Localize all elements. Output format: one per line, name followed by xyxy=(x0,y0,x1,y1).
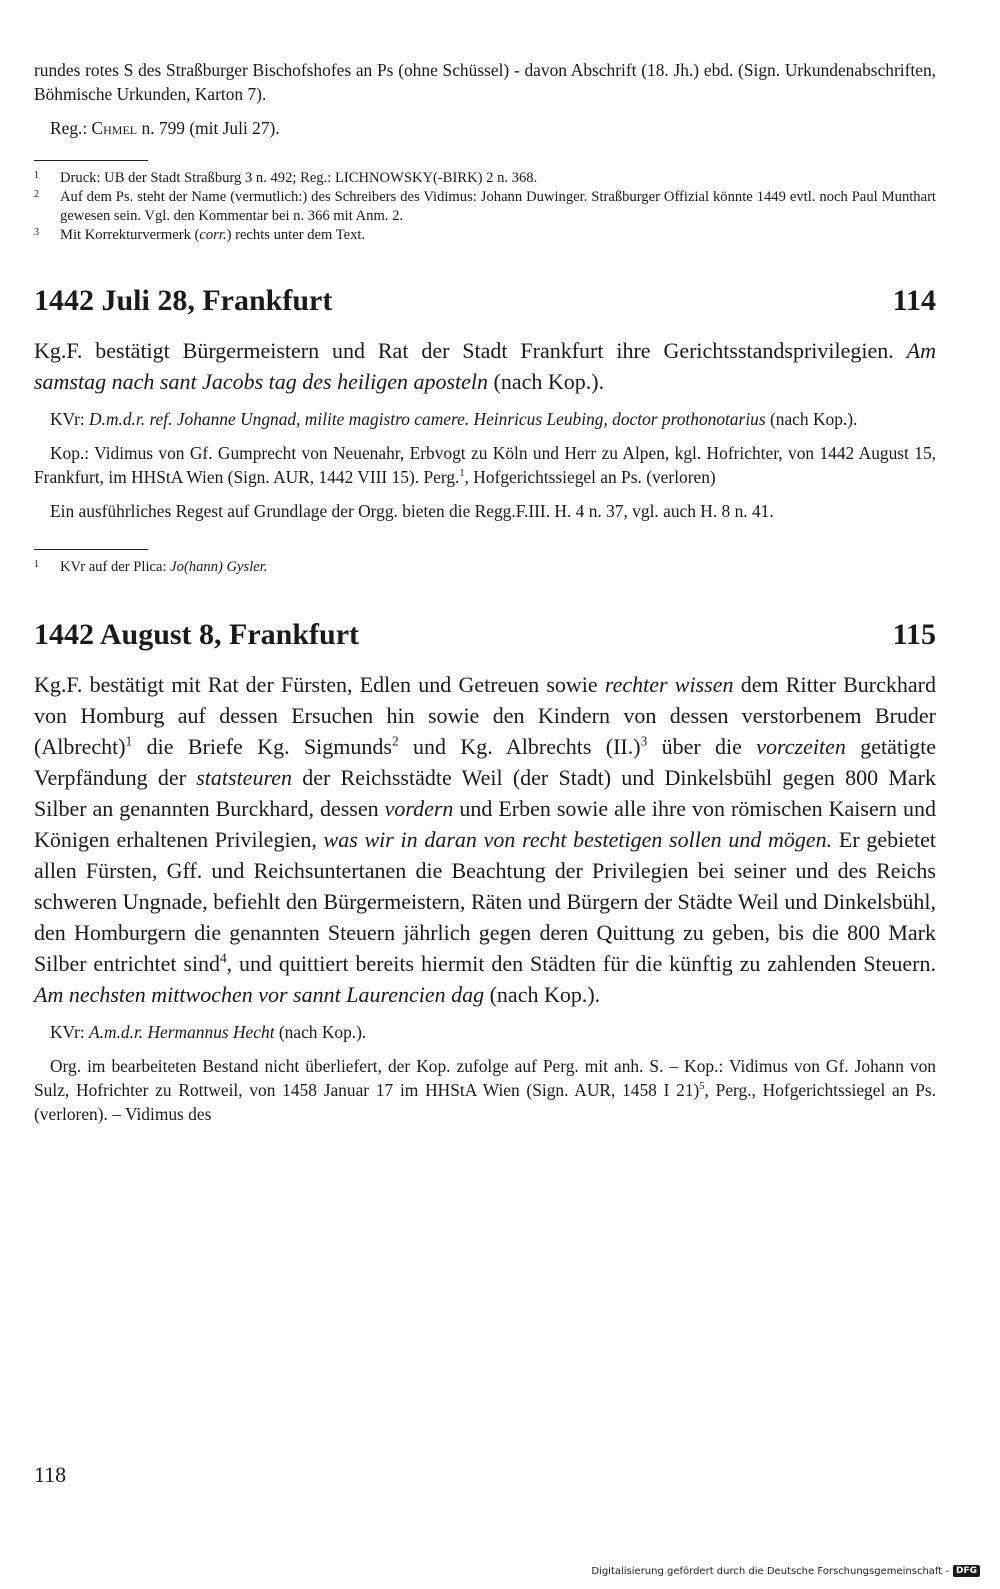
entry-regest-note: Ein ausführliches Regest auf Grundlage der Orgg. bieten die Regg.F.III. H. 4 n. 37, vgl. auch H. 8 n. 41. xyxy=(50,501,774,521)
credit-text: Digitalisierung gefördert durch die Deutsche Forschungsgemeinschaft - xyxy=(591,1565,949,1577)
entry-footnotes xyxy=(34,558,936,577)
entry-kopie: Kop.: Vidimus von Gf. Gumprecht von Neuenahr, Erbvogt zu Köln und Herr zu Alpen, kgl. Hofrichter, von 1442 August 15, Frankfurt, im HHStA Wien (Sign. AUR, 1442 VIII 15). Perg.$^1$, Hofgerichtssiegel an Ps. (verloren) xyxy=(34,443,936,487)
entry-heading xyxy=(34,617,936,653)
entry-kvr: KVr: A.m.d.r. Hermannus Hecht (nach Kop.). xyxy=(50,1022,367,1042)
entry-kvr: KVr: D.m.d.r. ref. Johanne Ungnad, milite magistro camere. Heinricus Leubing, doctor prothonotarius (nach Kop.). xyxy=(50,409,858,429)
entry-date-place: 1442 August 8, Frankfurt xyxy=(34,618,360,651)
dfg-logo: DFG xyxy=(953,1565,980,1577)
footnote-divider xyxy=(34,160,148,161)
document-page xyxy=(34,58,936,1126)
entry-summary: Kg.F. bestätigt Bürgermeistern und Rat der Stadt Frankfurt ihre Gerichtsstandsprivilegien. Am samstag nach sant Jacobs tag des heiligen aposteln (nach Kop.). xyxy=(34,338,936,394)
footnote: 1 KVr auf der Plica: Jo(hann) Gysler. xyxy=(34,559,268,575)
footnote: 3 Mit Korrekturvermerk (corr.) rechts unter dem Text. xyxy=(34,227,366,243)
entry-number: 114 xyxy=(892,284,936,317)
previous-entry-footnotes xyxy=(34,169,936,245)
entry-number: 115 xyxy=(892,618,936,651)
previous-entry-regest: Reg.: Chmel n. 799 (mit Juli 27). xyxy=(50,118,280,138)
footnote-divider xyxy=(34,549,148,550)
entry-original-note: Org. im bearbeiteten Bestand nicht überliefert, der Kop. zufolge auf Perg. mit anh. S. – Kop.: Vidimus von Gf. Johann von Sulz, Hofrichter zu Rottweil, von 1458 Januar 17 im HHStA Wien (Sign. AUR, 1458 I 21)$^5$, Perg., Hofgerichtssiegel an Ps. (verloren). – Vidimus des xyxy=(34,1056,937,1124)
entry-summary: Kg.F. bestätigt mit Rat der Fürsten, Edlen und Getreuen sowie rechter wissen dem Ritter Burckhard von Homburg auf dessen Ersuchen hin sowie den Kindern von dessen verstorbenem Bruder (Albrecht)$^1$ die Briefe Kg. Sigmunds$^2$ und Kg. Albrechts $(II.)^3$ über die vorczeiten getätigte Verpfändung der statsteuren der Reichsstädte Weil (der Stadt) und Dinkelsbühl gegen 800 Mark Silber an genannten Burckhard, dessen vordern und Erben sowie alle ihre von römischen Kaisern und Königen erhaltenen Privilegien, was wir in daran von recht bestetigen sollen und mögen. Er gebietet allen Fürsten, Gff. und Reichsuntertanen die Beachtung der Privilegien bei seiner und des Reichs schweren Ungnade, befiehlt den Bürgermeistern, Räten und Bürgern der Städte Weil und Dinkelsbühl, den Homburgern die genannten Steuern jährlich gegen deren Quittung zu geben, bis die 800 Mark Silber entrichtet sind$^4$, und quittiert bereits hiermit den Städten für die künftig zu zahlenden Steuern. Am nechsten mittwochen vor sannt Laurencien dag (nach Kop.). xyxy=(34,672,937,1007)
digitization-credit xyxy=(591,1565,980,1577)
page-number: 118 xyxy=(34,1462,67,1487)
previous-entry-continuation: rundes rotes S des Straßburger Bischofshofes an Ps (ohne Schüssel) - davon Abschrift (18. Jh.) ebd. (Sign. Urkundenabschriften, Böhmische Urkunden, Karton 7). xyxy=(34,60,936,104)
footnote: 2 Auf dem Ps. steht der Name (vermutlich:) des Schreibers des Vidimus: Johann Duwinger. Straßburger Offizial könnte 1449 evtl. noch Paul Munthart gewesen sein. Vgl. den Kommentar bei n. 366 mit Anm. 2. xyxy=(34,189,936,224)
entry-date-place: 1442 Juli 28, Frankfurt xyxy=(34,284,333,317)
entry-heading xyxy=(34,283,936,319)
footnote: 1 Druck: UB der Stadt Straßburg 3 n. 492; Reg.: LICHNOWSKY(-BIRK) 2 n. 368. xyxy=(34,170,538,186)
